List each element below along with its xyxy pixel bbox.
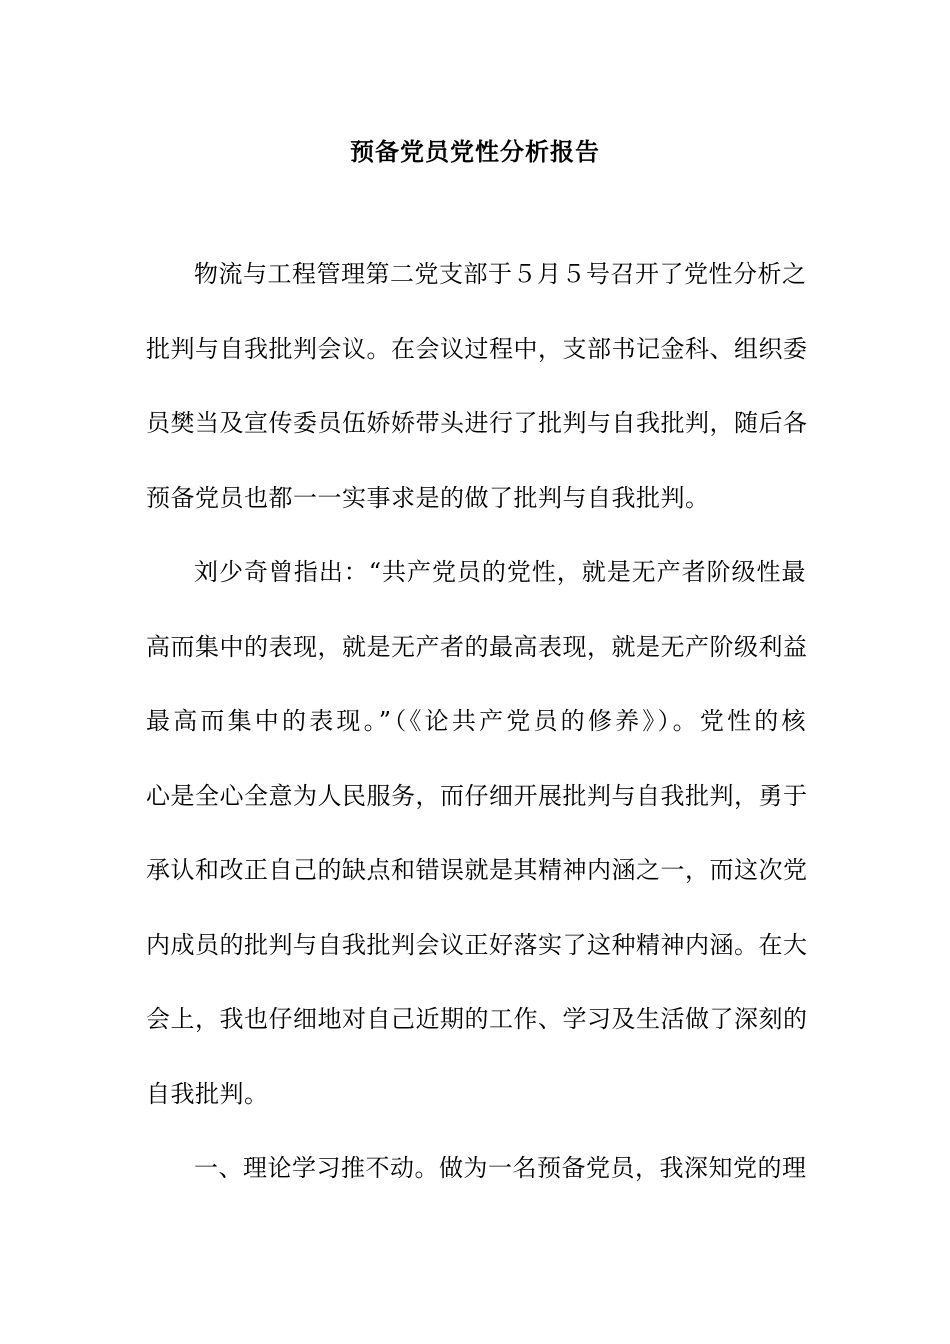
paragraph-line: 最高而集中的表现。”（《论共产党员的修养》）。党性的核 <box>146 707 806 735</box>
paragraph-line: 员樊当及宣传委员伍娇娇带头进行了批判与自我批判，随后各 <box>146 409 808 437</box>
document-title: 预备党员党性分析报告 <box>350 138 600 166</box>
paragraph-line: 自我批判。 <box>146 1079 269 1108</box>
paragraph-line: 批判与自我批判会议。在会议过程中，支部书记金科、组织委 <box>146 334 808 363</box>
paragraph-line: 心是全心全意为人民服务，而仔细开展批判与自我批判，勇于 <box>146 781 808 810</box>
paragraph-line: 会上，我也仔细地对自己近期的工作、学习及生活做了深刻的 <box>146 1005 808 1033</box>
paragraph-line: 高而集中的表现，就是无产者的最高表现，就是无产阶级利益 <box>146 632 808 661</box>
paragraph-line: 预备党员也都一一实事求是的做了批判与自我批判。 <box>146 483 710 512</box>
document-body <box>146 254 806 1223</box>
paragraph-line: 一、理论学习推不动。做为一名预备党员，我深知党的理 <box>194 1154 807 1182</box>
paragraph-line: 刘少奇曾指出：“共产党员的党性，就是无产者阶级性最 <box>194 558 806 586</box>
paragraph-line: 内成员的批判与自我批判会议正好落实了这种精神内涵。在大 <box>146 930 808 959</box>
paragraph-line: 物流与工程管理第二党支部于５月５号召开了党性分析之 <box>194 260 807 288</box>
paragraph-line: 承认和改正自己的缺点和错误就是其精神内涵之一，而这次党 <box>146 856 808 884</box>
